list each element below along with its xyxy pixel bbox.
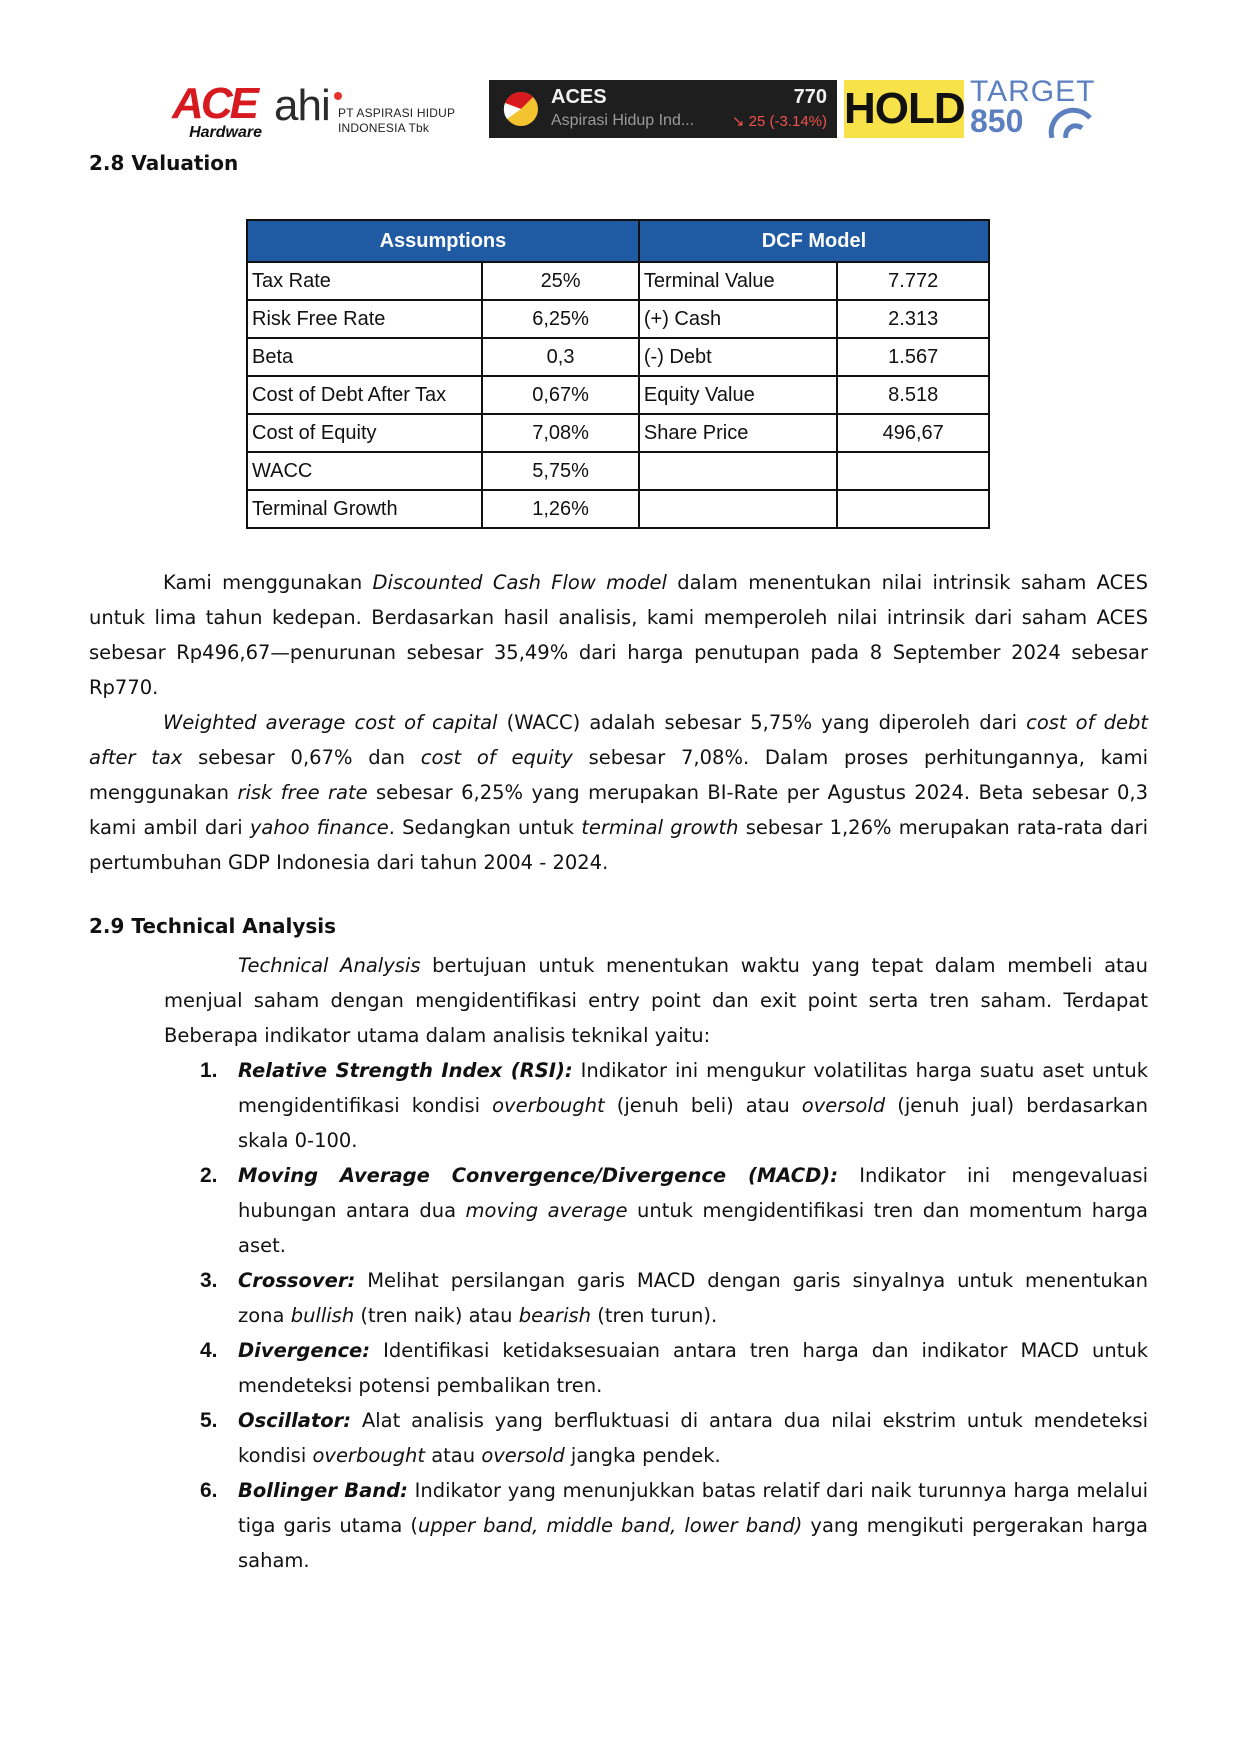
list-item-italic: oversold [801,1094,886,1117]
list-item-text: Melihat persilangan garis MACD dengan garis sinyalnya untuk menentukan zona [238,1269,1148,1327]
p2-text-k: terminal growth [581,816,739,839]
assumption-value: 0,67% [482,376,639,414]
list-item [200,1053,1148,1158]
list-item-number: 3. [200,1269,218,1292]
assumption-value: 25% [482,262,639,300]
ticker-symbol: ACES [551,86,607,108]
assumption-label: Beta [247,338,482,376]
list-item [200,1473,1148,1578]
section-title-valuation: 2.8 Valuation [89,151,239,175]
table-row [247,300,989,338]
dcf-value: 7.772 [837,262,989,300]
assumption-label: Cost of Debt After Tax [247,376,482,414]
p2-text-l: sebesar 1,26% merupakan rata-rata dari pertumbuhan GDP Indonesia dari tahun 2004 - 2024. [89,816,1148,874]
ace-logo-subtext: Hardware [189,124,262,141]
table-row [247,490,989,528]
dcf-label [639,452,837,490]
list-item [200,1158,1148,1263]
dcf-value: 1.567 [837,338,989,376]
p2-text-g: risk free rate [237,781,368,804]
table-row [247,262,989,300]
intro-text-a: Technical Analysis [238,954,421,977]
p2-text-c: cost of debt after tax [89,711,1148,769]
assumption-label: Tax Rate [247,262,482,300]
p2-text-a: Weighted average cost of capital [163,711,498,734]
list-item-text: atau [425,1444,482,1467]
target-arc-icon [1032,106,1092,138]
ahi-logo-dot-icon [334,92,342,100]
dcf-label: Share Price [639,414,837,452]
ahi-company-line2: INDONESIA Tbk [338,121,430,135]
list-item-number: 1. [200,1059,218,1082]
list-item-italic: moving average [465,1199,628,1222]
list-item-text: (tren naik) atau [354,1304,519,1327]
ace-logo-text: ACE [172,79,256,128]
dcf-model-header: DCF Model [639,220,989,262]
list-item-term: Bollinger Band: [238,1479,408,1502]
ticker-change: ↘ 25 (-3.14%) [731,113,827,130]
p2-text-d: sebesar 0,67% dan [182,746,421,769]
p2-text-f: sebesar 7,08%. Dalam proses perhitungannya, kami menggunakan [89,746,1148,804]
list-item-number: 4. [200,1339,218,1362]
ticker-logo-icon [503,91,539,127]
assumptions-header: Assumptions [247,220,639,262]
p1-text-a: Kami menggunakan [163,571,373,594]
dcf-value: 496,67 [837,414,989,452]
p2-text-j: . Sedangkan untuk [388,816,582,839]
recommendation-badge: HOLD [844,80,964,138]
dcf-value: 8.518 [837,376,989,414]
list-item-number: 6. [200,1479,218,1502]
list-item-text: jangka pendek. [564,1444,721,1467]
list-item-term: Moving Average Convergence/Divergence (MACD): [238,1164,839,1187]
assumption-label: Cost of Equity [247,414,482,452]
list-item-text: Indikator yang menunjukkan batas relatif dari naik turunnya harga melalui tiga garis utama ( [238,1479,1148,1537]
ahi-logo [274,81,474,138]
dcf-label: Equity Value [639,376,837,414]
target-price-badge [968,75,1096,139]
list-item-text: (tren turun). [591,1304,718,1327]
intro-text-b: bertujuan untuk menentukan waktu yang tepat dalam membeli atau menjual saham dengan mengidentifikasi entry point dan exit point serta tren saham. Terdapat Beberapa indikator utama dalam analisis teknikal yaitu: [164,954,1148,1047]
ace-hardware-logo [166,79,262,141]
list-item-number: 2. [200,1164,218,1187]
target-value: 850 [970,103,1024,139]
list-item-italic: bearish [518,1304,592,1327]
p2-text-e: cost of equity [420,746,573,769]
list-item-text: Alat analisis yang berfluktuasi di antara dua nilai ekstrim untuk mendeteksi kondisi [238,1409,1148,1467]
p1-text-c: dalam menentukan nilai intrinsik saham ACES untuk lima tahun kedepan. Berdasarkan hasil analisis, kami memperoleh nilai intrinsik dari saham ACES sebesar Rp496,67—penurunan sebesar 35,49% dari harga penutupan pada 8 September 2024 sebesar Rp770. [89,571,1148,699]
assumption-value: 1,26% [482,490,639,528]
list-item-text: Indikator ini mengevaluasi hubungan antara dua [238,1164,1148,1222]
assumption-value: 7,08% [482,414,639,452]
assumption-label: Risk Free Rate [247,300,482,338]
p2-text-h: sebesar 6,25% yang merupakan BI-Rate per Agustus 2024. Beta sebesar 0,3 kami ambil dari [89,781,1148,839]
list-item-italic: upper band, middle band, lower band) [417,1514,803,1537]
ahi-company-line1: PT ASPIRASI HIDUP [338,106,456,120]
dcf-value [837,490,989,528]
ticker-company: Aspirasi Hidup Ind... [551,112,695,129]
assumption-label: WACC [247,452,482,490]
list-item-italic: overbought [312,1444,426,1467]
p1-text-b: Discounted Cash Flow model [372,571,667,594]
table-row [247,376,989,414]
ticker-price: 770 [793,86,827,108]
dcf-label [639,490,837,528]
dcf-value [837,452,989,490]
list-item-number: 5. [200,1409,218,1432]
list-item-italic: overbought [492,1094,605,1117]
valuation-table [246,219,990,529]
target-label: TARGET [970,75,1096,108]
list-item-italic: bullish [290,1304,355,1327]
dcf-value: 2.313 [837,300,989,338]
dcf-label: Terminal Value [639,262,837,300]
dcf-label: (-) Debt [639,338,837,376]
list-item [200,1263,1148,1333]
list-item-text: (jenuh beli) atau [604,1094,802,1117]
assumption-value: 5,75% [482,452,639,490]
valuation-paragraph-2 [89,705,1148,880]
list-item-text: yang mengikuti pergerakan harga saham. [238,1514,1149,1572]
page-header [0,0,1242,150]
list-item-term: Crossover: [238,1269,356,1292]
stock-ticker-card [489,80,837,138]
assumption-value: 6,25% [482,300,639,338]
list-item-text: (jenuh jual) berdasarkan skala 0-100. [238,1094,1148,1152]
list-item-text: Indikator ini mengukur volatilitas harga suatu aset untuk mengidentifikasi kondisi [238,1059,1148,1117]
p2-text-i: yahoo finance [249,816,389,839]
dcf-label: (+) Cash [639,300,837,338]
table-row [247,338,989,376]
table-row [247,414,989,452]
list-item [200,1333,1148,1403]
ahi-logo-mark: ahi [274,81,330,130]
p2-text-b: (WACC) adalah sebesar 5,75% yang diperoleh dari [497,711,1027,734]
list-item-italic: oversold [481,1444,565,1467]
list-item-text: untuk mengidentifikasi tren dan momentum harga aset. [238,1199,1149,1257]
section-title-technical: 2.9 Technical Analysis [89,914,337,938]
list-item-term: Relative Strength Index (RSI): [238,1059,573,1082]
table-row [247,452,989,490]
assumption-value: 0,3 [482,338,639,376]
indicator-list [200,1053,1148,1578]
list-item-term: Oscillator: [238,1409,352,1432]
valuation-paragraph-1 [89,565,1148,705]
list-item-term: Divergence: [238,1339,371,1362]
ahi-company-name [338,106,455,136]
technical-intro-paragraph [164,948,1148,1053]
table-header-row [247,220,989,262]
assumption-label: Terminal Growth [247,490,482,528]
list-item-text: Identifikasi ketidaksesuaian antara tren harga dan indikator MACD untuk mendeteksi potensi pembalikan tren. [238,1339,1148,1397]
list-item [200,1403,1148,1473]
